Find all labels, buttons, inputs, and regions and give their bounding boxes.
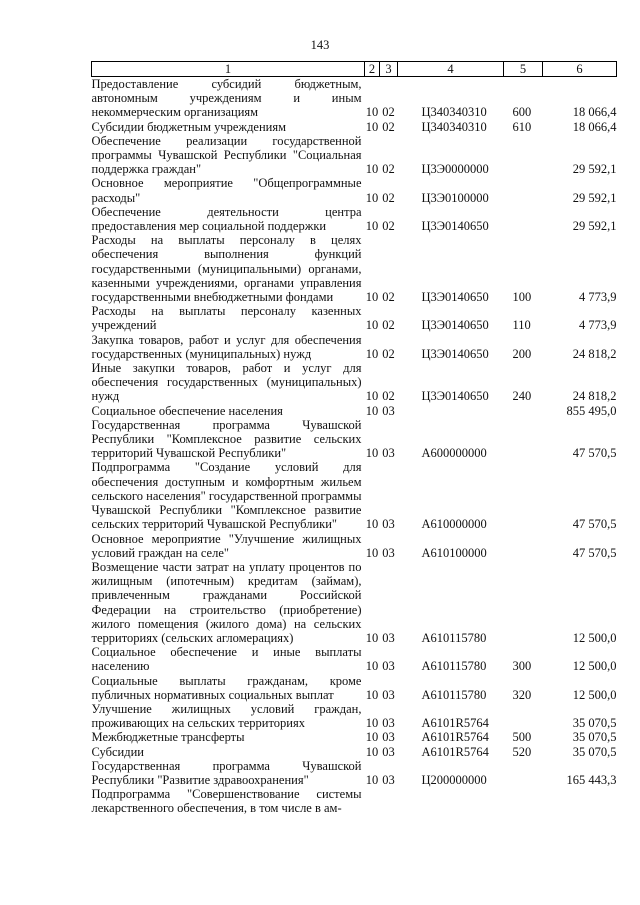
table-row (92, 645, 617, 673)
row-amount: 29 592,1 (572, 162, 617, 177)
table-row (92, 404, 617, 418)
row-target-article: Ц3Э0140650 (421, 290, 489, 305)
row-subsection (380, 787, 398, 815)
row-amount: 18 066,4 (572, 105, 617, 120)
row-target-article: Ц3Э0140650 (421, 346, 489, 361)
row-amount: 18 066,4 (572, 119, 617, 134)
row-amount: 35 070,5 (572, 744, 617, 759)
table-row (92, 674, 617, 702)
row-section: 10 (365, 403, 379, 418)
table-row (92, 418, 617, 461)
row-name: Расходы на выплаты персоналу казенных учреждений (91, 304, 362, 333)
row-subsection: 02 (382, 190, 395, 205)
row-section: 10 (365, 772, 379, 787)
row-subsection: 02 (382, 389, 395, 404)
row-name: Социальное обеспечение населения (91, 403, 283, 418)
row-subsection: 03 (382, 446, 395, 461)
row-amount: 47 570,5 (572, 446, 617, 461)
row-name: Социальные выплаты гражданам, кроме публичных нормативных социальных выплат (91, 673, 362, 702)
row-expense-type (504, 702, 543, 730)
row-target-article: А6101R5764 (421, 716, 489, 731)
row-name: Основное мероприятие "Улучшение жилищных условий граждан на селе" (91, 531, 362, 560)
row-name: Расходы на выплаты персоналу в целях обеспечения выполнения функций государственными (муниципальными) органами, казенными учреждениями, органами управления государственными внебюджетными фондами (91, 233, 362, 305)
header-col-3: 3 (380, 62, 398, 77)
row-subsection: 03 (382, 517, 395, 532)
table-row (92, 560, 617, 645)
row-name: Обеспечение деятельности центра предоставления мер социальной поддержки (91, 204, 362, 234)
row-subsection: 03 (382, 659, 395, 674)
row-name: Государственная программа Чувашской Республики "Развитие здравоохранения" (91, 758, 362, 787)
row-target-article (398, 787, 504, 815)
row-expense-type (504, 787, 543, 815)
row-section: 10 (365, 687, 379, 702)
row-expense-type (504, 404, 543, 418)
header-col-4: 4 (398, 62, 504, 77)
row-subsection: 03 (382, 744, 395, 759)
row-amount: 24 818,2 (572, 346, 617, 361)
row-amount: 12 500,0 (572, 687, 617, 702)
row-subsection: 03 (382, 630, 395, 645)
table-row (92, 787, 617, 815)
row-expense-type (504, 205, 543, 233)
row-name: Субсидии (91, 744, 144, 759)
row-section: 10 (365, 219, 379, 234)
table-header-row (92, 62, 617, 77)
row-expense-type: 320 (512, 687, 532, 702)
row-expense-type (504, 759, 543, 787)
row-name: Предоставление субсидий бюджетным, автономным учреждениям и иным некоммерческим организациям (91, 77, 362, 120)
row-amount: 47 570,5 (572, 517, 617, 532)
row-subsection: 02 (382, 318, 395, 333)
row-name: Иные закупки товаров, работ и услуг для обеспечения государственных (муниципальных) нужд (91, 361, 362, 404)
row-target-article: А610115780 (421, 687, 487, 702)
row-subsection: 03 (382, 730, 395, 745)
row-name: Возмещение части затрат на уплату процентов по жилищным (ипотечным) кредитам (займам), привлеченным гражданами Российской Федерации на строительство (приобретение) жилого помещения (жилого дома) на сельских территориях (сельских агломерациях) (91, 559, 362, 645)
row-amount: 12 500,0 (572, 659, 617, 674)
row-section: 10 (365, 446, 379, 461)
row-section: 10 (365, 318, 379, 333)
row-amount (543, 787, 617, 815)
row-expense-type (504, 418, 543, 461)
row-target-article: А610000000 (421, 517, 487, 532)
row-amount: 47 570,5 (572, 545, 617, 560)
row-target-article: Ц3Э0140650 (421, 219, 489, 234)
row-target-article: А6101R5764 (421, 730, 489, 745)
row-subsection: 02 (382, 162, 395, 177)
row-section: 10 (365, 716, 379, 731)
row-target-article: А610115780 (421, 630, 487, 645)
table-row (92, 233, 617, 304)
row-amount: 4 773,9 (579, 290, 617, 305)
row-expense-type: 240 (512, 389, 532, 404)
table-row (92, 77, 617, 120)
row-amount: 4 773,9 (579, 318, 617, 333)
row-subsection: 02 (382, 346, 395, 361)
row-target-article: А600000000 (421, 446, 487, 461)
table-row (92, 120, 617, 134)
row-expense-type (504, 460, 543, 531)
row-name: Улучшение жилищных условий граждан, проживающих на сельских территориях (91, 701, 362, 731)
row-amount: 29 592,1 (572, 190, 617, 205)
row-expense-type: 610 (512, 119, 532, 134)
row-name: Основное мероприятие "Общепрограммные расходы" (91, 176, 362, 205)
row-target-article: Ц3Э0140650 (421, 389, 489, 404)
row-amount: 35 070,5 (572, 730, 617, 745)
row-section: 10 (365, 517, 379, 532)
row-expense-type: 600 (512, 105, 532, 120)
table-row (92, 333, 617, 361)
row-target-article: Ц3Э0140650 (421, 318, 489, 333)
table-row (92, 730, 617, 744)
row-target-article: А610115780 (421, 659, 487, 674)
table-row (92, 176, 617, 204)
table-body (92, 77, 617, 816)
row-target-article: А6101R5764 (421, 744, 489, 759)
row-section: 10 (365, 630, 379, 645)
row-subsection: 02 (382, 290, 395, 305)
row-section: 10 (365, 290, 379, 305)
table-row (92, 702, 617, 730)
row-expense-type: 100 (512, 290, 532, 305)
row-target-article: Ц200000000 (421, 772, 487, 787)
row-name: Субсидии бюджетным учреждениям (91, 119, 287, 134)
row-section (365, 787, 380, 815)
row-subsection: 03 (382, 687, 395, 702)
table-row (92, 460, 617, 531)
row-expense-type: 110 (512, 318, 531, 333)
row-expense-type (504, 134, 543, 177)
row-section: 10 (365, 659, 379, 674)
row-expense-type: 300 (512, 659, 532, 674)
header-col-1: 1 (92, 62, 365, 77)
budget-table (91, 61, 617, 816)
row-name: Подпрограмма "Совершенствование системы лекарственного обеспечения, в том числе в ам- (91, 787, 362, 816)
row-section: 10 (365, 119, 379, 134)
row-section: 10 (365, 744, 379, 759)
page-number: 143 (310, 38, 330, 52)
row-expense-type (504, 532, 543, 560)
row-target-article: Ц340340310 (421, 119, 487, 134)
row-amount: 165 443,3 (566, 772, 617, 787)
row-subsection: 02 (382, 219, 395, 234)
row-subsection: 02 (382, 119, 395, 134)
row-expense-type: 520 (512, 744, 532, 759)
row-name: Государственная программа Чувашской Республики "Комплексное развитие сельских территорий Чувашской Республики" (91, 417, 362, 461)
table-row (92, 304, 617, 332)
row-subsection: 03 (382, 716, 395, 731)
row-amount: 855 495,0 (566, 403, 617, 418)
row-name: Подпрограмма "Создание условий для обеспечения доступным и комфортным жильем сельского населения" государственной программы Чувашской Республики "Комплексное развитие сельских территорий Чувашской Республики" (91, 460, 362, 532)
row-amount: 29 592,1 (572, 219, 617, 234)
row-subsection: 03 (382, 772, 395, 787)
row-subsection: 03 (382, 403, 395, 418)
table-row (92, 134, 617, 177)
row-target-article: Ц3Э0100000 (421, 190, 489, 205)
table-row (92, 745, 617, 759)
row-section: 10 (365, 162, 379, 177)
row-amount: 24 818,2 (572, 389, 617, 404)
table-row (92, 205, 617, 233)
row-expense-type (504, 176, 543, 204)
row-section: 10 (365, 105, 379, 120)
row-target-article: Ц340340310 (421, 105, 487, 120)
row-section: 10 (365, 190, 379, 205)
row-target-article (398, 404, 504, 418)
table-row (92, 532, 617, 560)
row-section: 10 (365, 346, 379, 361)
row-expense-type (504, 560, 543, 645)
row-name: Обеспечение реализации государственной программы Чувашской Республики "Социальная поддержка граждан" (91, 133, 362, 177)
row-expense-type: 500 (512, 730, 532, 745)
row-target-article: Ц3Э0000000 (421, 162, 489, 177)
row-subsection: 03 (382, 545, 395, 560)
row-amount: 12 500,0 (572, 630, 617, 645)
row-section: 10 (365, 389, 379, 404)
row-section: 10 (365, 730, 379, 745)
row-amount: 35 070,5 (572, 716, 617, 731)
header-col-5: 5 (504, 62, 543, 77)
row-name: Межбюджетные трансферты (91, 730, 245, 745)
row-expense-type: 200 (512, 346, 532, 361)
table-row (92, 361, 617, 404)
row-subsection: 02 (382, 105, 395, 120)
row-name: Закупка товаров, работ и услуг для обеспечения государственных (муниципальных) нужд (91, 332, 362, 361)
header-col-6: 6 (543, 62, 617, 77)
row-target-article: А610100000 (421, 545, 487, 560)
row-section: 10 (365, 545, 379, 560)
row-name: Социальное обеспечение и иные выплаты населению (91, 645, 362, 674)
table-row (92, 759, 617, 787)
header-col-2: 2 (365, 62, 380, 77)
